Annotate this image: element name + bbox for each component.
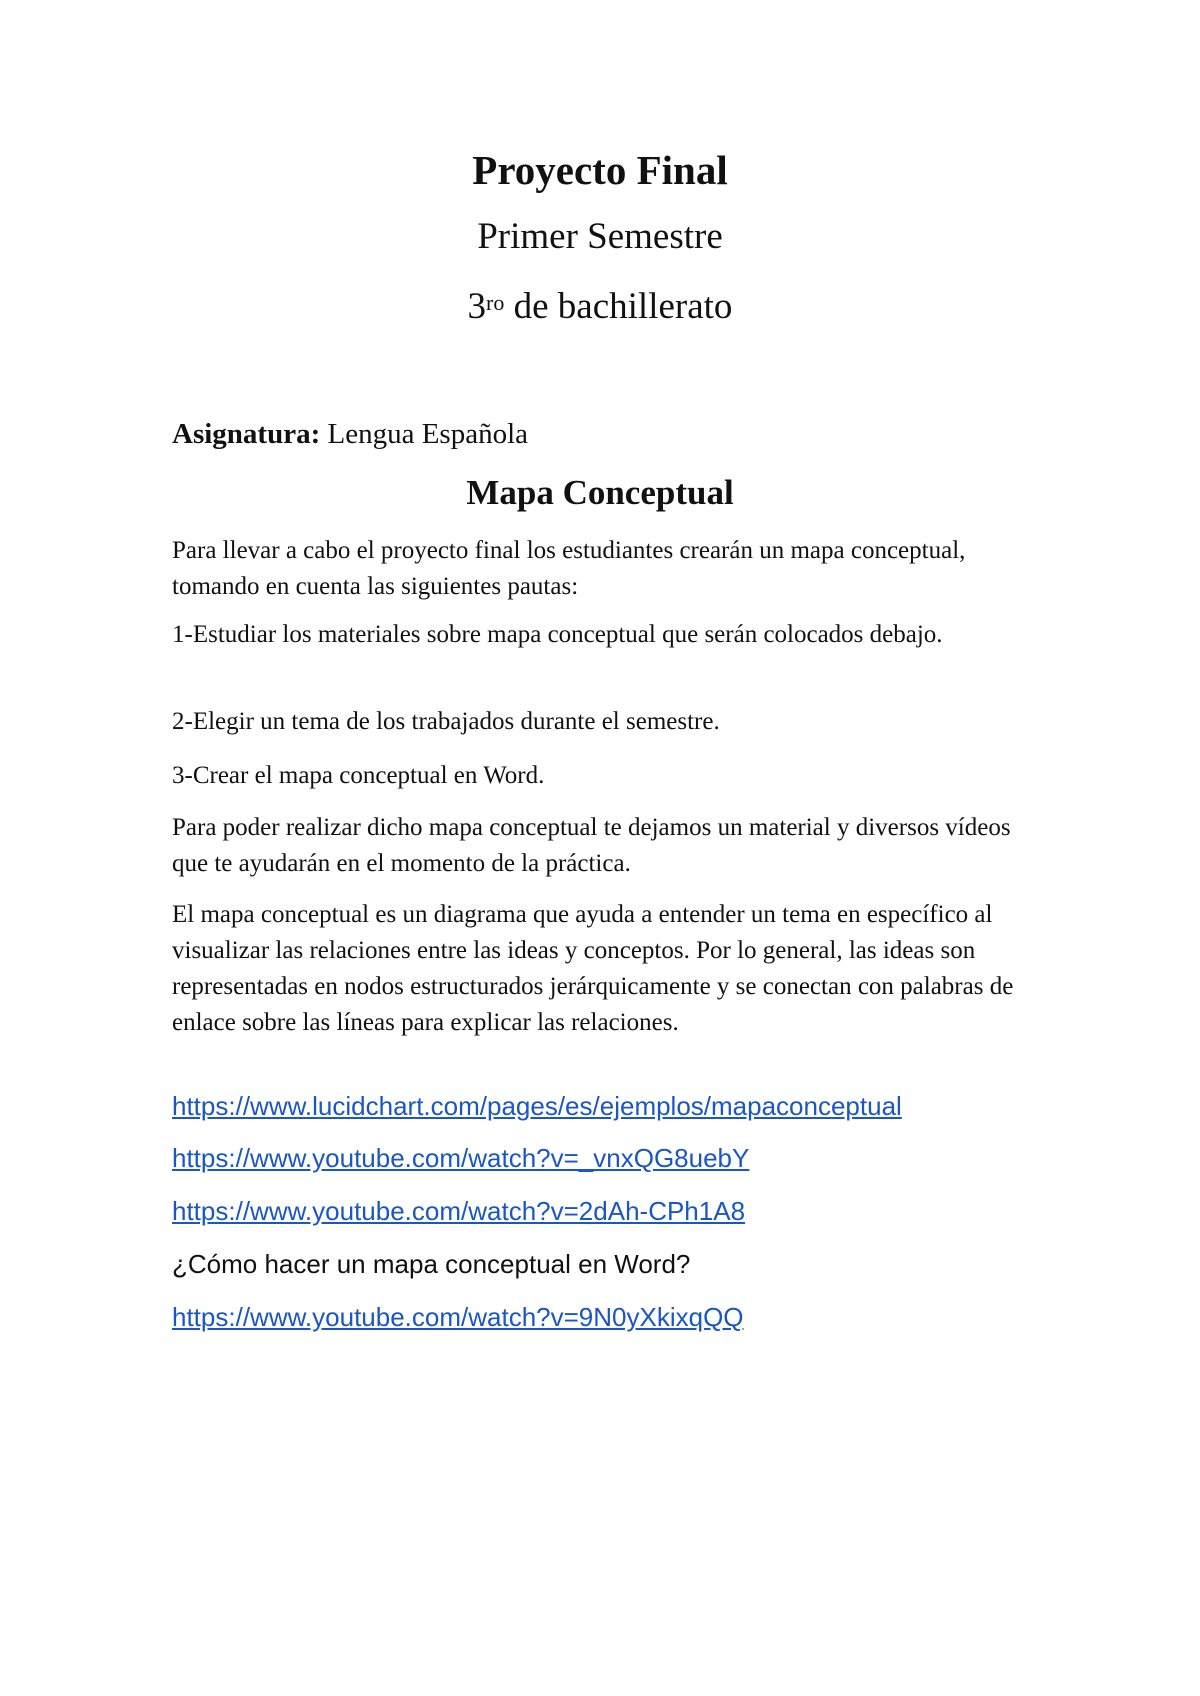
paragraph-text: El mapa conceptual es un diagrama que ayuda a entender un tema en específico al visualizar las relaciones entre las ideas y conceptos. Por lo general, las ideas son representadas en nodos estructurados jerárquicamente y se conectan con palabras de enlace sobre las líneas para explicar las relaciones. (172, 901, 1014, 1036)
youtube-link-2[interactable]: https://www.youtube.com/watch?v=2dAh-CPh1A8 (172, 1196, 746, 1226)
paragraph-text: 1-Estudiar los materiales sobre mapa conceptual que serán colocados debajo. (172, 621, 943, 648)
step-3-paragraph (172, 758, 1052, 794)
materials-paragraph (172, 810, 1052, 882)
grade-number: 3 (467, 286, 487, 327)
lucidchart-link[interactable]: https://www.lucidchart.com/pages/es/ejemplos/mapaconceptual (172, 1091, 902, 1121)
subject-label: Asignatura: (172, 418, 321, 450)
section-title: Mapa Conceptual (466, 473, 734, 512)
paragraph-text: Para poder realizar dicho mapa conceptual te dejamos un material y diversos vídeos que te ayudarán en el momento de la práctica. (172, 814, 1011, 877)
grade-text: de bachillerato (504, 286, 733, 327)
grade-suffix: ro (486, 290, 505, 315)
step-1-paragraph (172, 617, 1052, 653)
paragraph-text: 3-Crear el mapa conceptual en Word. (172, 762, 545, 789)
document-subtitle: Primer Semestre (477, 216, 723, 257)
intro-paragraph (172, 533, 1052, 605)
youtube-link-3[interactable]: https://www.youtube.com/watch?v=9N0yXkixqQQ (172, 1302, 744, 1332)
paragraph-text: Para llevar a cabo el proyecto final los estudiantes crearán un mapa conceptual, tomando en cuenta las siguientes pautas: (172, 537, 966, 600)
grade-line (0, 282, 1200, 332)
word-question: ¿Cómo hacer un mapa conceptual en Word? (172, 1249, 691, 1279)
subject-value: Lengua Española (320, 418, 528, 450)
subject-line (172, 414, 528, 454)
definition-paragraph (172, 897, 1052, 1041)
step-2-paragraph (172, 704, 1052, 740)
youtube-link-1[interactable]: https://www.youtube.com/watch?v=_vnxQG8uebY (172, 1143, 750, 1173)
paragraph-text: 2-Elegir un tema de los trabajados durante el semestre. (172, 708, 720, 735)
document-title: Proyecto Final (472, 147, 728, 193)
